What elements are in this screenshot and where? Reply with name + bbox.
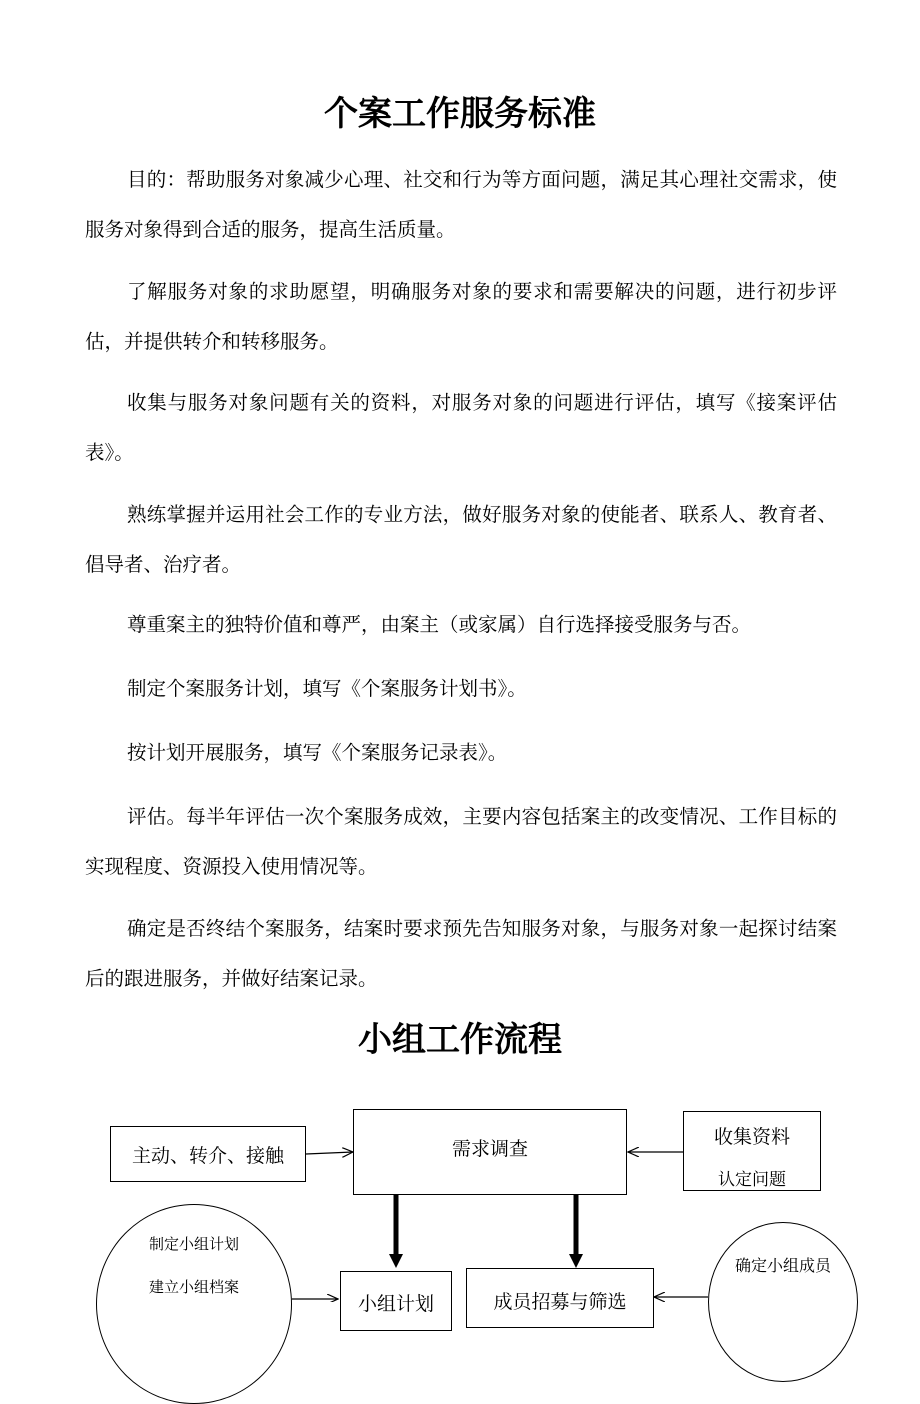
arrow-contact-to-needs	[306, 1152, 353, 1154]
contact-box	[110, 1126, 306, 1182]
group-plan-box	[340, 1271, 452, 1331]
arrowhead-needs-to-recruit	[569, 1254, 583, 1268]
group-plan-label: 小组计划	[357, 1293, 434, 1315]
paragraph-evaluation: 评估。每半年评估一次个案服务成效，主要内容包括案主的改变情况、工作目标的实现程度、资源投入使用情况等。	[85, 805, 837, 878]
paragraph-methods: 熟练掌握并运用社会工作的专业方法，做好服务对象的使能者、联系人、教育者、倡导者、治疗者。	[85, 503, 837, 576]
right-circle-line1: 确定小组成员	[734, 1256, 831, 1275]
paragraph-intake: 了解服务对象的求助愿望，明确服务对象的要求和需要解决的问题，进行初步评估，并提供转介和转移服务。	[85, 280, 837, 353]
recruit-screen-label: 成员招募与筛选	[493, 1291, 627, 1313]
paragraph-record: 按计划开展服务，填写《个案服务记录表》。	[127, 741, 508, 764]
left-circle-line2: 建立小组档案	[148, 1278, 239, 1296]
paragraph-respect: 尊重案主的独特价值和尊严，由案主（或家属）自行选择接受服务与否。	[127, 613, 752, 636]
flowchart-title: 小组工作流程	[358, 1020, 562, 1060]
paragraph-assessment: 收集与服务对象问题有关的资料，对服务对象的问题进行评估，填写《接案评估表》。	[85, 391, 837, 464]
page-title: 个案工作服务标准	[324, 94, 596, 134]
collect-info-box	[683, 1111, 821, 1191]
paragraph-purpose: 目的：帮助服务对象减少心理、社交和行为等方面问题，满足其心理社交需求，使服务对象得到合适的服务，提高生活质量。	[85, 168, 837, 241]
collect-info-line2: 认定问题	[718, 1170, 786, 1190]
collect-info-line1: 收集资料	[713, 1126, 790, 1148]
needs-survey-box	[353, 1109, 627, 1195]
arrowhead-needs-to-plan	[389, 1254, 403, 1268]
paragraph-closure: 确定是否终结个案服务，结案时要求预先告知服务对象，与服务对象一起探讨结案后的跟进服务，并做好结案记录。	[85, 917, 837, 990]
right-members-circle	[708, 1222, 858, 1382]
contact-box-label: 主动、转介、接触	[131, 1144, 284, 1167]
left-plan-circle	[96, 1204, 292, 1404]
needs-survey-label: 需求调查	[451, 1138, 528, 1160]
left-circle-line1: 制定小组计划	[148, 1235, 239, 1253]
paragraph-plan: 制定个案服务计划，填写《个案服务计划书》。	[127, 677, 527, 700]
recruit-screen-box	[466, 1268, 654, 1328]
